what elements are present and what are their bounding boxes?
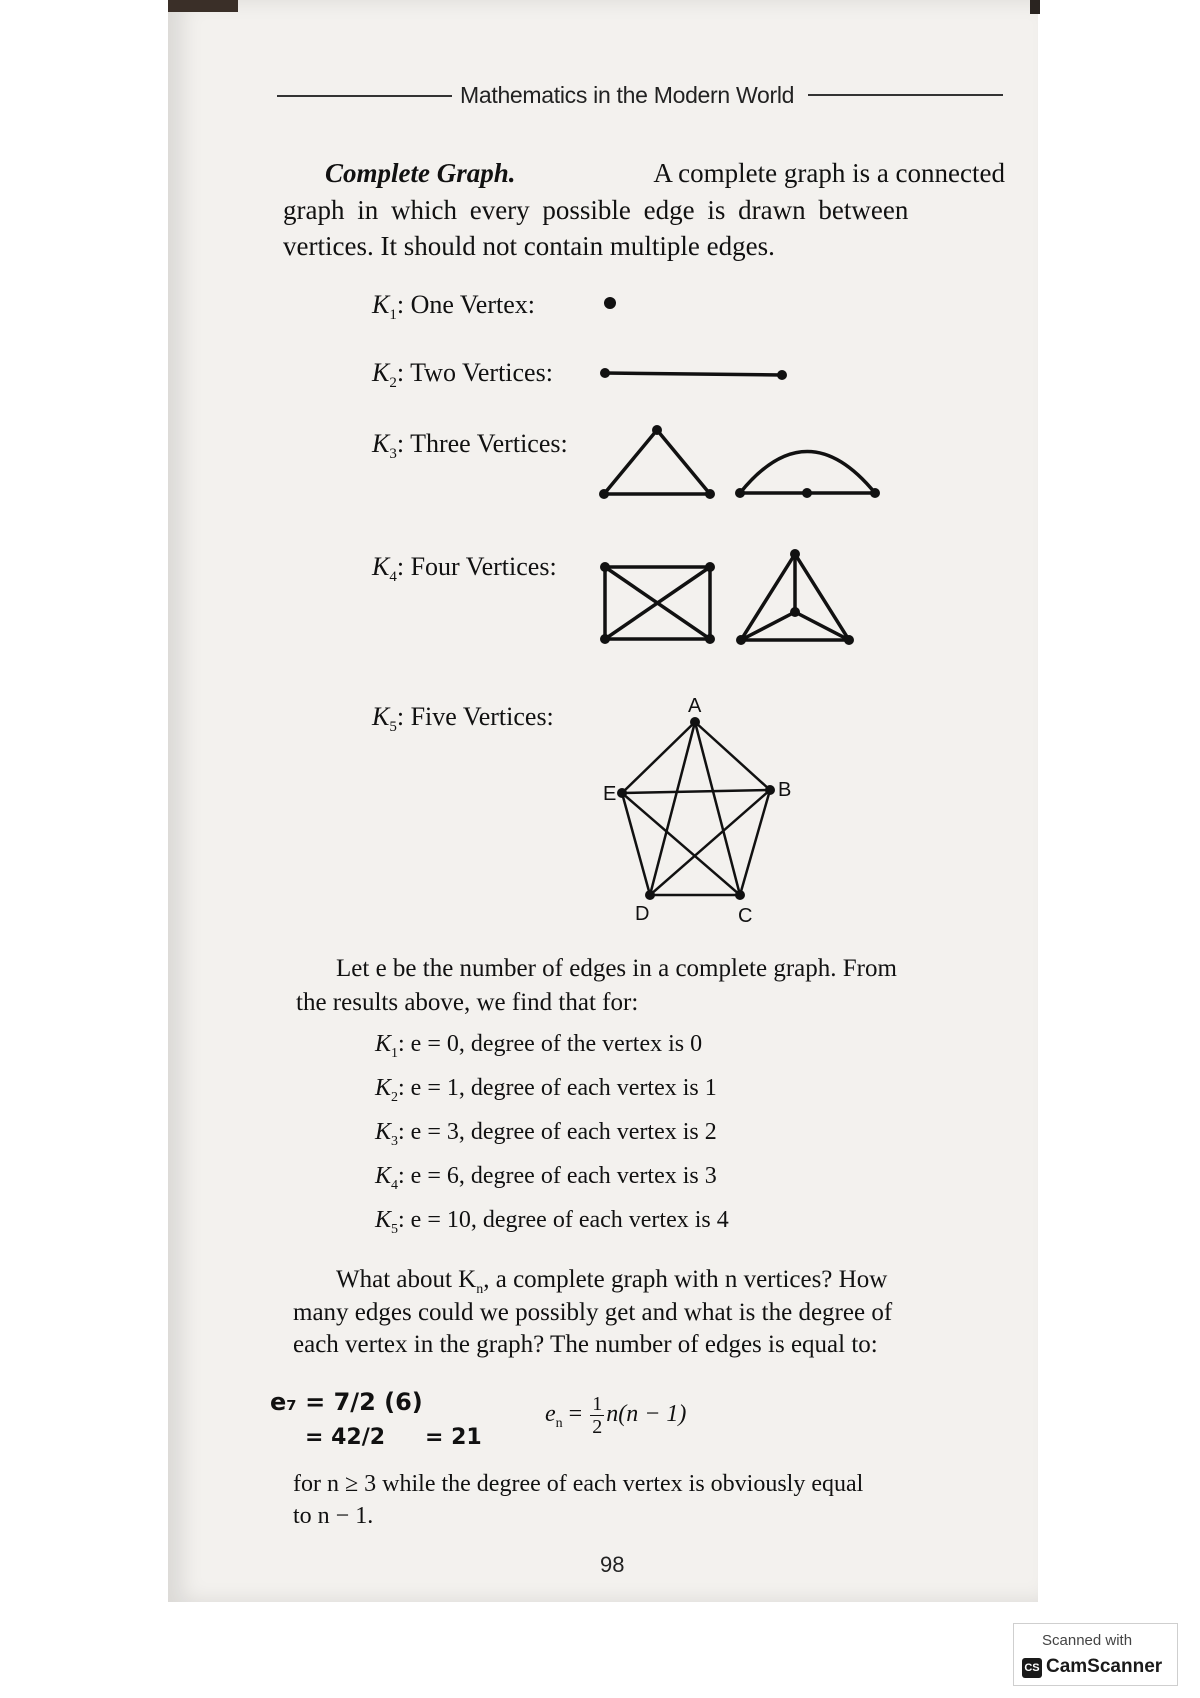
k5-edge bbox=[622, 793, 650, 895]
conclusion-line-1: for n ≥ 3 while the degree of each vertex is obviously equal bbox=[293, 1471, 864, 1497]
formula-fraction: $\frac{1}{2}$ bbox=[592, 1393, 603, 1438]
k5-vertex-e bbox=[617, 788, 627, 798]
result-k2: $K_2$: e = 1, degree of each vertex is 1 bbox=[375, 1075, 717, 1105]
k5-edge bbox=[650, 722, 695, 895]
results-intro-line-2: the results above, we find that for: bbox=[296, 989, 639, 1016]
k5-edge bbox=[622, 722, 695, 793]
k5-label-a: A bbox=[688, 695, 702, 717]
edge-count-formula bbox=[545, 1393, 686, 1438]
term: Complete Graph. bbox=[325, 158, 516, 188]
k5-edge bbox=[695, 722, 740, 895]
results-intro-line-1: Let e be the number of edges in a complete graph. From bbox=[336, 955, 897, 982]
result-k5: $K_5$: e = 10, degree of each vertex is 4 bbox=[375, 1207, 729, 1237]
k5-label-e: E bbox=[603, 783, 617, 805]
k5-vertex-d bbox=[645, 890, 655, 900]
formula-rhs: n(n − 1) bbox=[606, 1401, 687, 1428]
result-k1: $K_1$: e = 0, degree of the vertex is 0 bbox=[375, 1031, 703, 1061]
intro-line-2: graph in which every possible edge is drawn between bbox=[283, 195, 909, 225]
watermark-brand: CamScanner bbox=[1046, 1656, 1163, 1677]
k3-label: $K_3$: Three Vertices: bbox=[372, 429, 568, 463]
k5-edge bbox=[650, 790, 770, 895]
result-k4: $K_4$: e = 6, degree of each vertex is 3 bbox=[375, 1163, 717, 1193]
k5-vertex-b bbox=[765, 785, 775, 795]
k5-edge bbox=[740, 790, 770, 895]
k5-edge bbox=[695, 722, 770, 790]
result-k3: $K_3$: e = 3, degree of each vertex is 2 bbox=[375, 1119, 717, 1149]
page-number: 98 bbox=[600, 1552, 625, 1577]
conclusion-line-2: to n − 1. bbox=[293, 1503, 374, 1529]
running-header: Mathematics in the Modern World bbox=[460, 82, 795, 108]
intro-line-1: A complete graph is a connected bbox=[653, 158, 1005, 188]
k5-label-c: C bbox=[738, 905, 753, 927]
question-line-1: What about $K_n$, a complete graph with n vertices? How bbox=[336, 1266, 888, 1297]
k5-vertex-c bbox=[735, 890, 745, 900]
k5-edge bbox=[622, 790, 770, 793]
k2-label: $K_2$: Two Vertices: bbox=[372, 358, 553, 392]
k1-label: $K_1$: One Vertex: bbox=[372, 290, 535, 324]
k5-edge bbox=[622, 793, 740, 895]
question-line-2: many edges could we possibly get and what is the degree of bbox=[293, 1299, 893, 1326]
formula-lhs-sub: n bbox=[555, 1415, 563, 1431]
question-line-3: each vertex in the graph? The number of edges is equal to: bbox=[293, 1331, 878, 1358]
camscanner-watermark bbox=[1013, 1623, 1178, 1686]
k5-vertex-a bbox=[690, 717, 700, 727]
k4-label: $K_4$: Four Vertices: bbox=[372, 552, 557, 586]
formula-equals: = bbox=[568, 1401, 583, 1428]
intro-line-3: vertices. It should not contain multiple edges. bbox=[283, 231, 775, 261]
handwritten-line-2: = 42/2 bbox=[305, 1425, 386, 1450]
k5-label-d: D bbox=[635, 903, 650, 925]
k5-label-b: B bbox=[778, 779, 792, 801]
k5-label: $K_5$: Five Vertices: bbox=[372, 702, 554, 736]
handwritten-line-1: e₇ = 7/2 (6) bbox=[270, 1388, 423, 1416]
formula-lhs: e bbox=[545, 1401, 556, 1428]
camscanner-logo-icon: CS bbox=[1022, 1658, 1042, 1678]
watermark-caption: Scanned with bbox=[1042, 1632, 1133, 1649]
handwritten-line-3: = 21 bbox=[425, 1425, 482, 1450]
